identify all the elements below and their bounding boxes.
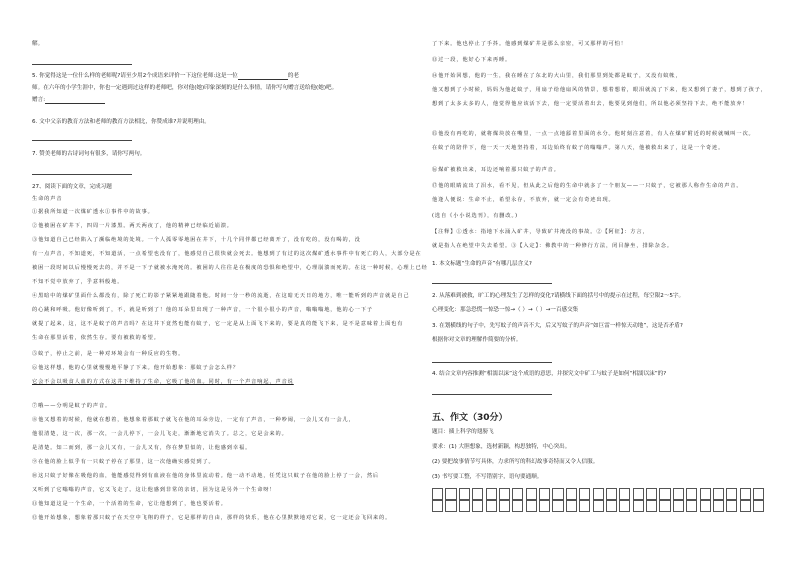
grid-cell[interactable] [486, 500, 497, 512]
grid-cell[interactable] [499, 500, 510, 512]
essay-requirement: 要求：(1) 大胆想象，选材新颖，构思独特，中心突出。 [432, 444, 571, 450]
grid-cell[interactable] [459, 500, 470, 512]
grid-cell[interactable] [619, 500, 630, 512]
grid-cell[interactable] [673, 488, 684, 500]
grid-cell[interactable] [606, 500, 617, 512]
paragraph: ⑥他这样想，他的心里就慢慢地平静了下来。他开始想象：那蚊子会怎么样？ [32, 365, 239, 371]
grid-cell[interactable] [593, 500, 604, 512]
paragraph: ⑧他又想着的时候，他就在想着，他想象着那蚊子就飞在他的耳朵旁边，一定有了声音，一种吵闹，一会儿又有一会儿， [32, 417, 355, 423]
article-title: 生命的声音 [32, 196, 63, 202]
question-1: 1. 本文标题“生命的声音”有哪几层含义? [432, 261, 532, 267]
paragraph: 他逢人便说：生命不止，希望永存，不放弃，就一定会有奇迹出现。 [432, 197, 615, 203]
writing-grid-row[interactable] [432, 500, 766, 512]
grid-cell[interactable] [566, 500, 577, 512]
source-note: (选自《小小说选刊》，有删改。) [432, 213, 518, 219]
paragraph: ⑪他知道这是一个生命，一个活着的生命，它让他想到了，他也要活着。 [32, 501, 227, 507]
paragraph: 他又想到了小时候，妈妈为他赶蚊子，用扇子给他扇风的情景，想着想着，眼泪就流了下来，他又想到了妻子，想到了孩子， [432, 87, 767, 93]
question-6: 6. 文中父亲的教育方法和老师的教育方法相比，你赞成谁?并说明理由。 [32, 119, 210, 125]
grid-cell[interactable] [472, 500, 483, 512]
grid-cell[interactable] [566, 488, 577, 500]
grid-cell[interactable] [526, 488, 537, 500]
grid-cell[interactable] [432, 488, 443, 500]
grid-cell[interactable] [459, 488, 470, 500]
motto-blank[interactable] [45, 97, 105, 104]
underlined-sentence: 它会不会以吸食人血的方式在这井下维持了生命，它吸了他的血。同时，有一个声音响起，声音说 [32, 379, 294, 385]
paragraph: ③他知道自己已经陷入了濒临绝境的处境。一个人孤零零地困在井下，十几个同伴都已经离开了，没有吃的，没有喝的，没 [32, 237, 361, 243]
paragraph: ⑤蚊子，停止之前，是一种对环境会有一种反应的生物。 [32, 351, 185, 357]
paragraph: ④黑暗中的煤矿里面什么都没有，除了死亡的影子紧紧地跟随着他。时间一分一秒的流逝，在这暗无天日的地方，唯一能听到的声音就是自己 [32, 293, 410, 299]
answer-line [32, 64, 132, 65]
answer-line [32, 174, 132, 175]
answer-line [432, 362, 552, 363]
paragraph: ①据我所知道一次煤矿透水①事件中的故事。 [32, 209, 154, 215]
paragraph: 有一点声音，不知道死，不知道活，一点希望也没有了，他感觉自己很快就会死去。他想到了有过的这次煤矿透水事件中有死亡的人，大部分是在 [32, 251, 422, 257]
grid-cell[interactable] [713, 488, 724, 500]
essay-requirement: (2) 要把故事情节写具体，力求所写的科幻故事奇特而又令人信服。 [432, 459, 599, 465]
question-2: 2. 从落难到被救，旷工的心理发生了怎样的变化?请横线下面的括号中的提示在过程，每空限2～5字。 [432, 293, 685, 299]
grid-cell[interactable] [472, 488, 483, 500]
grid-cell[interactable] [593, 488, 604, 500]
grid-cell[interactable] [726, 488, 737, 500]
grid-cell[interactable] [445, 500, 456, 512]
essay-topic: 题目：插上科学的翅膀飞 [432, 429, 494, 435]
grid-cell[interactable] [539, 488, 550, 500]
grid-cell[interactable] [740, 488, 751, 500]
question-5 [32, 72, 299, 80]
paragraph: 又听到了它嗡嗡的声音，它又飞走了。这让他感到非常的亲切，因为这是另外一个生命呀！ [32, 487, 276, 493]
grid-cell[interactable] [700, 488, 711, 500]
question-3: 3. 在划横线的句子中，先写蚊子的声音不大，后又写蚊子的声音“如巨雷一样惊天动地”，这是否矛盾? [432, 323, 683, 329]
grid-cell[interactable] [686, 500, 697, 512]
grid-cell[interactable] [445, 488, 456, 500]
text-line: 解。 [32, 41, 44, 47]
q5-blank[interactable] [238, 73, 288, 80]
paragraph: ⑯煤矿被救出来，耳边还响着那只蚊子的声音。 [432, 167, 560, 173]
grid-cell[interactable] [619, 488, 630, 500]
paragraph: 的心跳和呼吸。他好像听到了，不，就是听到了！他的耳朵里出现了一种声音，一个很小很小的声音，嗡嗡嗡地，他的心一下子 [32, 307, 373, 313]
q5-line-2: 师。在六年的小学生涯中，你也一定遇到过这样的老师吧，你对他(她)印象深刻的是什么事情，请你写句赠言送给他(她)吧。 [32, 85, 338, 91]
essay-requirement: (3) 书写要工整，不写错别字，语句要通顺。 [432, 474, 543, 480]
paragraph: ⑨在他的脸上似乎有一只蚊子停在了那里，这一次他确实感觉到了。 [32, 459, 215, 465]
grid-cell[interactable] [512, 500, 523, 512]
q5-text: 5. 你觉得这是一位什么样的老师呢?请至少用2个成语来评价一下这位老师:这是一位 [32, 73, 238, 79]
grid-cell[interactable] [539, 500, 550, 512]
q5-motto [32, 96, 105, 104]
writing-grid-row[interactable] [432, 488, 766, 500]
grid-cell[interactable] [606, 488, 617, 500]
paragraph: 被困一段时间以后慢慢死去的，并不是一下子就被水淹死的。被困的人往往是在极度的恐惧和绝望中，心理崩溃而死的。在这一种时候，心理上已经 [32, 265, 428, 271]
paragraph: 就提了起来，这，这不是蚊子的声音吗？在这井下竟然也能有蚊子，它一定是从上面飞下来的，要是真的能飞下来，是不是意味着上面也有 [32, 321, 404, 327]
annotation: 【注释】①透水：指地下水涌入矿井，导致矿井淹没的事故。②【阿征】：方言， [432, 229, 649, 235]
question-2-fill[interactable]: 心理变化：那急恐慌一惊恐一惊→（ ）→（ ）→一百感交集 [432, 307, 579, 313]
paragraph: 在蚊子的陪伴下，他一天一天地坚持着，耳边始终有蚊子的嗡嗡声。第八天，他被救出来了，这是一个奇迹。 [432, 145, 725, 151]
grid-cell[interactable] [633, 488, 644, 500]
grid-cell[interactable] [552, 500, 563, 512]
grid-cell[interactable] [740, 500, 751, 512]
grid-cell[interactable] [753, 488, 764, 500]
grid-cell[interactable] [726, 500, 737, 512]
paragraph: ⑫他开始想象，想象着那只蚊子在天空中飞翔的样子，它是那样的自由，那样的快乐，他在心里默默地对它说，它一定还会飞回来的。 [32, 515, 392, 521]
grid-cell[interactable] [646, 488, 657, 500]
grid-cell[interactable] [700, 500, 711, 512]
paragraph: ⑮他没有再吃的，就将煤块放在嘴里，一点一点地舔着里面的水分。他时刻注意着，有人在煤矿附近的时候就喊叫一次。 [432, 131, 755, 137]
paragraph: 是清楚。知二而到，那一会儿又有，一会儿又有，你在梦里似的，让他感到幸福。 [32, 445, 252, 451]
question-3-line-2: 根据你对文章的理解作简要的分析。 [432, 337, 522, 343]
paragraph: ⑭他开始回想，他的一生，我在睡在了东北的大山里，我们那里到处都是蚊子，又没有蚊帐， [432, 73, 682, 79]
grid-cell[interactable] [579, 488, 590, 500]
paragraph: 了下来。他也停止了手抖。他感到煤矿井是那么亲密，可又那样的可怕！ [432, 41, 627, 47]
grid-cell[interactable] [659, 488, 670, 500]
question-4: 4. 结合文章内容推测“相濡以沫”这个成语的意思，并探究文中矿工与蚊子是如何“相濡以沫”的? [432, 371, 667, 377]
grid-cell[interactable] [633, 500, 644, 512]
grid-cell[interactable] [673, 500, 684, 512]
paragraph: ⑬过一段，他好心下来再睡。 [432, 57, 512, 63]
grid-cell[interactable] [432, 500, 443, 512]
answer-line [432, 394, 552, 395]
grid-cell[interactable] [552, 488, 563, 500]
paragraph: ②他被困在矿井下，四周一片漆黑。两天两夜了，他的精神已经临近崩溃。 [32, 223, 233, 229]
paragraph: ⑦哦——分明是蚊子的声音。 [32, 403, 112, 409]
grid-cell[interactable] [526, 500, 537, 512]
q5-text-end: 的老 [287, 73, 299, 79]
paragraph: ⑩这只蚊子好像在吸他的血，他能感觉得到有血液在他的身体里流动着。他一动不动地，任凭这只蚊子在他的脸上停了一会，然后 [32, 473, 379, 479]
answer-line [432, 283, 552, 284]
grid-cell[interactable] [486, 488, 497, 500]
grid-cell[interactable] [646, 500, 657, 512]
grid-cell[interactable] [512, 488, 523, 500]
grid-cell[interactable] [579, 500, 590, 512]
grid-cell[interactable] [686, 488, 697, 500]
paragraph: 生命在那里活着，依然生存。要有被救的希望。 [32, 335, 160, 341]
q5-motto-label: 赠言: [32, 97, 46, 103]
paragraph: 他很清楚，这一次，那一次，一会儿停下，一会儿飞走，渐渐地它消失了。总之，它是会来的。 [32, 431, 288, 437]
paragraph: 想到了太多太多的人，他觉得他应该活下去，他一定要活着出去，他要见到他们，所以他必须坚持下去，绝不能放弃！ [432, 101, 749, 107]
paragraph: ⑰他的眼睛流出了泪水，看不见，但从此之后他的生命中就多了一个朋友——一只蚊子，它被那人称作生命的声音。 [432, 183, 743, 189]
question-7: 7. 赞美老师的古诗词句有很多，请你写两句。 [32, 151, 146, 157]
grid-cell[interactable] [713, 500, 724, 512]
grid-cell[interactable] [659, 500, 670, 512]
grid-cell[interactable] [499, 488, 510, 500]
grid-cell[interactable] [753, 500, 764, 512]
paragraph: 不知不觉中放弃了，乎意料般地。 [32, 279, 124, 285]
section-title-composition: 五、作文（30分） [432, 413, 508, 423]
question-27: 27、阅读下面的文章，完成习题 [32, 184, 112, 190]
annotation: 就是指人在绝望中失去希望。③【入定】：佛教中的一种修行方法，闭目静坐，排除杂念。 [432, 243, 673, 249]
answer-line [32, 140, 132, 141]
